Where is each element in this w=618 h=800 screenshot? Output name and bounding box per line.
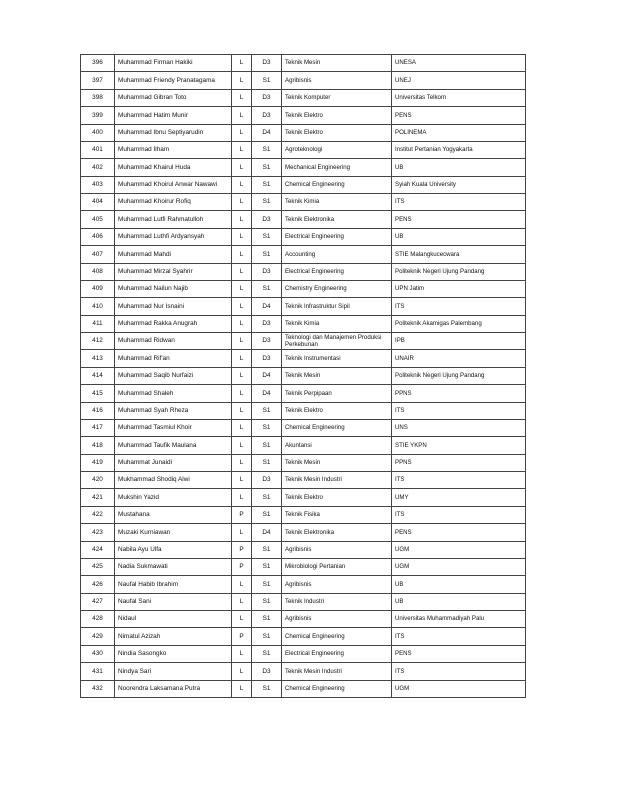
major-cell: Teknik Perpipaan <box>282 385 392 402</box>
table-row <box>81 141 526 158</box>
gender-cell: L <box>232 141 252 158</box>
education-level-cell: S1 <box>252 72 282 89</box>
major-cell: Teknik Komputer <box>282 89 392 106</box>
table-row <box>81 55 526 72</box>
gender-cell: L <box>232 228 252 245</box>
university-cell: UNESA <box>392 55 526 72</box>
education-level-cell: S1 <box>252 611 282 628</box>
gender-cell: L <box>232 524 252 541</box>
major-cell: Teknik Mesin <box>282 55 392 72</box>
major-cell: Teknik Mesin Industri <box>282 472 392 489</box>
university-cell: UNS <box>392 419 526 436</box>
education-level-cell: D3 <box>252 263 282 280</box>
row-number-cell: 410 <box>81 298 115 315</box>
table-row <box>81 524 526 541</box>
table-row <box>81 576 526 593</box>
gender-cell: L <box>232 333 252 350</box>
gender-cell: P <box>232 541 252 558</box>
row-number-cell: 405 <box>81 211 115 228</box>
participant-name-cell: Muhammad Firman Hakiki <box>115 55 232 72</box>
major-cell: Teknik Elektronika <box>282 211 392 228</box>
university-cell: Politeknik Negeri Ujung Pandang <box>392 263 526 280</box>
gender-cell: L <box>232 350 252 367</box>
row-number-cell: 406 <box>81 228 115 245</box>
gender-cell: L <box>232 663 252 680</box>
major-cell: Chemical Engineering <box>282 419 392 436</box>
table-row <box>81 211 526 228</box>
gender-cell: L <box>232 194 252 211</box>
major-cell: Teknik Elektronika <box>282 524 392 541</box>
education-level-cell: S1 <box>252 194 282 211</box>
major-cell: Teknik Kimia <box>282 315 392 332</box>
participant-name-cell: Nindya Sari <box>115 663 232 680</box>
education-level-cell: S1 <box>252 454 282 471</box>
participant-name-cell: Nadia Sukmawati <box>115 558 232 575</box>
row-number-cell: 428 <box>81 611 115 628</box>
university-cell: Politeknik Negeri Ujung Pandang <box>392 367 526 384</box>
university-cell: Institut Pertanian Yogyakarta <box>392 141 526 158</box>
participant-name-cell: Muhammad Ilham <box>115 141 232 158</box>
gender-cell: L <box>232 263 252 280</box>
gender-cell: L <box>232 55 252 72</box>
table-row <box>81 159 526 176</box>
row-number-cell: 413 <box>81 350 115 367</box>
participant-name-cell: Muhammad Luthfi Ardyansyah <box>115 228 232 245</box>
education-level-cell: S1 <box>252 680 282 697</box>
table-row <box>81 176 526 193</box>
university-cell: ITS <box>392 628 526 645</box>
major-cell: Teknik Instrumentasi <box>282 350 392 367</box>
table-row <box>81 437 526 454</box>
university-cell: UGM <box>392 541 526 558</box>
table-row <box>81 628 526 645</box>
gender-cell: L <box>232 176 252 193</box>
university-cell: UGM <box>392 680 526 697</box>
university-cell: UNEJ <box>392 72 526 89</box>
education-level-cell: S1 <box>252 176 282 193</box>
major-cell: Teknik Kimia <box>282 194 392 211</box>
gender-cell: L <box>232 472 252 489</box>
gender-cell: P <box>232 628 252 645</box>
major-cell: Agroteknologi <box>282 141 392 158</box>
gender-cell: L <box>232 645 252 662</box>
major-cell: Teknik Elektro <box>282 402 392 419</box>
education-level-cell: D3 <box>252 89 282 106</box>
education-level-cell: S1 <box>252 228 282 245</box>
row-number-cell: 396 <box>81 55 115 72</box>
table-row <box>81 593 526 610</box>
participant-name-cell: Muhammad Shaleh <box>115 385 232 402</box>
major-cell: Teknik Fisika <box>282 506 392 523</box>
education-level-cell: D4 <box>252 124 282 141</box>
education-level-cell: D4 <box>252 524 282 541</box>
education-level-cell: S1 <box>252 402 282 419</box>
education-level-cell: D4 <box>252 367 282 384</box>
row-number-cell: 427 <box>81 593 115 610</box>
gender-cell: L <box>232 611 252 628</box>
education-level-cell: S1 <box>252 645 282 662</box>
participant-name-cell: Muhammad Taufik Maulana <box>115 437 232 454</box>
row-number-cell: 419 <box>81 454 115 471</box>
participant-name-cell: Muhammad Rakka Anugrah <box>115 315 232 332</box>
university-cell: Syiah Kuala University <box>392 176 526 193</box>
table-row <box>81 611 526 628</box>
major-cell: Teknik Elektro <box>282 124 392 141</box>
participant-name-cell: Mukhammad Shodiq Alwi <box>115 472 232 489</box>
major-cell: Chemical Engineering <box>282 176 392 193</box>
participant-name-cell: Naufal Habib Ibrahim <box>115 576 232 593</box>
university-cell: UGM <box>392 558 526 575</box>
table-row <box>81 367 526 384</box>
university-cell: ITS <box>392 663 526 680</box>
major-cell: Electrical Engineering <box>282 263 392 280</box>
participant-name-cell: Muhammad Khairul Huda <box>115 159 232 176</box>
major-cell: Electrical Engineering <box>282 228 392 245</box>
gender-cell: L <box>232 72 252 89</box>
participant-name-cell: Muhammad Khoirur Rofiq <box>115 194 232 211</box>
participant-name-cell: Muhammad Rif'an <box>115 350 232 367</box>
participant-name-cell: Mustahana <box>115 506 232 523</box>
education-level-cell: S1 <box>252 159 282 176</box>
education-level-cell: S1 <box>252 541 282 558</box>
university-cell: PENS <box>392 211 526 228</box>
major-cell: Mechanical Engineering <box>282 159 392 176</box>
row-number-cell: 400 <box>81 124 115 141</box>
participant-name-cell: Nindia Sasongko <box>115 645 232 662</box>
table-row <box>81 124 526 141</box>
university-cell: IPB <box>392 333 526 350</box>
table-row <box>81 402 526 419</box>
university-cell: PENS <box>392 524 526 541</box>
education-level-cell: D3 <box>252 107 282 124</box>
gender-cell: L <box>232 246 252 263</box>
gender-cell: L <box>232 402 252 419</box>
major-cell: Teknologi dan Manajemen Produksi Perkebunan <box>282 333 392 350</box>
major-cell: Teknik Elektro <box>282 489 392 506</box>
gender-cell: P <box>232 506 252 523</box>
education-level-cell: S1 <box>252 246 282 263</box>
gender-cell: P <box>232 558 252 575</box>
university-cell: UB <box>392 228 526 245</box>
participant-name-cell: Naufal Sani <box>115 593 232 610</box>
row-number-cell: 401 <box>81 141 115 158</box>
university-cell: UB <box>392 576 526 593</box>
major-cell: Mikrobiologi Pertanian <box>282 558 392 575</box>
participant-name-cell: Mukshin Yazid <box>115 489 232 506</box>
gender-cell: L <box>232 367 252 384</box>
row-number-cell: 414 <box>81 367 115 384</box>
gender-cell: L <box>232 419 252 436</box>
university-cell: Universitas Telkom <box>392 89 526 106</box>
row-number-cell: 424 <box>81 541 115 558</box>
row-number-cell: 399 <box>81 107 115 124</box>
table-row <box>81 472 526 489</box>
university-cell: PENS <box>392 645 526 662</box>
education-level-cell: S1 <box>252 558 282 575</box>
table-row <box>81 107 526 124</box>
participant-name-cell: Muhammad Nailun Najib <box>115 280 232 297</box>
major-cell: Accounting <box>282 246 392 263</box>
education-level-cell: D3 <box>252 333 282 350</box>
row-number-cell: 409 <box>81 280 115 297</box>
row-number-cell: 429 <box>81 628 115 645</box>
row-number-cell: 404 <box>81 194 115 211</box>
row-number-cell: 403 <box>81 176 115 193</box>
education-level-cell: S1 <box>252 489 282 506</box>
major-cell: Teknik Mesin <box>282 367 392 384</box>
gender-cell: L <box>232 107 252 124</box>
university-cell: UMY <box>392 489 526 506</box>
education-level-cell: S1 <box>252 506 282 523</box>
participant-name-cell: Nimatul Azizah <box>115 628 232 645</box>
table-row <box>81 298 526 315</box>
participant-name-cell: Muhammad Hatim Munir <box>115 107 232 124</box>
row-number-cell: 430 <box>81 645 115 662</box>
gender-cell: L <box>232 680 252 697</box>
participant-name-cell: Muhammat Junaidi <box>115 454 232 471</box>
education-level-cell: S1 <box>252 628 282 645</box>
row-number-cell: 425 <box>81 558 115 575</box>
major-cell: Electrical Engineering <box>282 645 392 662</box>
table-row <box>81 194 526 211</box>
row-number-cell: 421 <box>81 489 115 506</box>
row-number-cell: 432 <box>81 680 115 697</box>
education-level-cell: D4 <box>252 385 282 402</box>
participant-name-cell: Muhammad Mahdi <box>115 246 232 263</box>
major-cell: Chemistry Engineering <box>282 280 392 297</box>
major-cell: Agribisnis <box>282 541 392 558</box>
row-number-cell: 407 <box>81 246 115 263</box>
table-row <box>81 506 526 523</box>
major-cell: Chemical Engineering <box>282 680 392 697</box>
gender-cell: L <box>232 89 252 106</box>
gender-cell: L <box>232 489 252 506</box>
table-row <box>81 680 526 697</box>
row-number-cell: 420 <box>81 472 115 489</box>
education-level-cell: D4 <box>252 298 282 315</box>
education-level-cell: D3 <box>252 663 282 680</box>
university-cell: UNAIR <box>392 350 526 367</box>
major-cell: Teknik Industri <box>282 593 392 610</box>
row-number-cell: 423 <box>81 524 115 541</box>
university-cell: STIE Malangkucecwara <box>392 246 526 263</box>
row-number-cell: 397 <box>81 72 115 89</box>
major-cell: Teknik Mesin <box>282 454 392 471</box>
table-row <box>81 72 526 89</box>
participant-name-cell: Muhammad Khoirul Anwar Nawawi <box>115 176 232 193</box>
row-number-cell: 411 <box>81 315 115 332</box>
participant-name-cell: Muhammad Ibnu Septiyarudin <box>115 124 232 141</box>
gender-cell: L <box>232 298 252 315</box>
gender-cell: L <box>232 437 252 454</box>
gender-cell: L <box>232 211 252 228</box>
major-cell: Akuntansi <box>282 437 392 454</box>
row-number-cell: 408 <box>81 263 115 280</box>
gender-cell: L <box>232 159 252 176</box>
university-cell: ITS <box>392 506 526 523</box>
university-cell: PPNS <box>392 454 526 471</box>
row-number-cell: 416 <box>81 402 115 419</box>
row-number-cell: 418 <box>81 437 115 454</box>
major-cell: Teknik Infrastruktur Sipil <box>282 298 392 315</box>
row-number-cell: 415 <box>81 385 115 402</box>
table-row <box>81 246 526 263</box>
participant-name-cell: Nabila Ayu Ulfa <box>115 541 232 558</box>
major-cell: Teknik Elektro <box>282 107 392 124</box>
participant-name-cell: Muhammad Mirzal Syahrir <box>115 263 232 280</box>
participant-name-cell: Noorendra Laksamana Putra <box>115 680 232 697</box>
table-row <box>81 385 526 402</box>
university-cell: Politeknik Akamigas Palembang <box>392 315 526 332</box>
table-row <box>81 454 526 471</box>
university-cell: ITS <box>392 472 526 489</box>
education-level-cell: S1 <box>252 437 282 454</box>
participant-name-cell: Muhammad Tasmiul Khoir <box>115 419 232 436</box>
major-cell: Chemical Engineering <box>282 628 392 645</box>
row-number-cell: 431 <box>81 663 115 680</box>
university-cell: ITS <box>392 402 526 419</box>
education-level-cell: S1 <box>252 141 282 158</box>
roster-sheet <box>80 54 525 698</box>
education-level-cell: D3 <box>252 55 282 72</box>
university-cell: PPNS <box>392 385 526 402</box>
education-level-cell: D3 <box>252 472 282 489</box>
university-cell: UPN Jatim <box>392 280 526 297</box>
table-row <box>81 541 526 558</box>
education-level-cell: D3 <box>252 315 282 332</box>
university-cell: UB <box>392 159 526 176</box>
participant-name-cell: Muhammad Nur Isnaini <box>115 298 232 315</box>
participant-table <box>80 54 526 698</box>
major-cell: Agribisnis <box>282 72 392 89</box>
table-row <box>81 89 526 106</box>
education-level-cell: S1 <box>252 280 282 297</box>
education-level-cell: S1 <box>252 576 282 593</box>
major-cell: Teknik Mesin Industri <box>282 663 392 680</box>
table-row <box>81 350 526 367</box>
university-cell: Universitas Muhammadiyah Palu <box>392 611 526 628</box>
education-level-cell: S1 <box>252 593 282 610</box>
gender-cell: L <box>232 315 252 332</box>
participant-name-cell: Muhammad Ridwan <box>115 333 232 350</box>
gender-cell: L <box>232 385 252 402</box>
gender-cell: L <box>232 576 252 593</box>
university-cell: UB <box>392 593 526 610</box>
table-row <box>81 280 526 297</box>
participant-name-cell: Muhammad Friendy Pranatagama <box>115 72 232 89</box>
participant-name-cell: Muhammad Lutfi Rahmatulloh <box>115 211 232 228</box>
participant-name-cell: Muzaki Kurniawan <box>115 524 232 541</box>
row-number-cell: 398 <box>81 89 115 106</box>
gender-cell: L <box>232 593 252 610</box>
row-number-cell: 402 <box>81 159 115 176</box>
row-number-cell: 422 <box>81 506 115 523</box>
table-row <box>81 228 526 245</box>
table-row <box>81 333 526 350</box>
participant-name-cell: Muhammad Saqib Nurfaizi <box>115 367 232 384</box>
table-row <box>81 315 526 332</box>
major-cell: Agribisnis <box>282 611 392 628</box>
table-row <box>81 489 526 506</box>
education-level-cell: S1 <box>252 419 282 436</box>
participant-name-cell: Muhammad Syah Rheza <box>115 402 232 419</box>
university-cell: STIE YKPN <box>392 437 526 454</box>
participant-table-body <box>81 55 526 698</box>
education-level-cell: D3 <box>252 350 282 367</box>
participant-name-cell: Nidaul <box>115 611 232 628</box>
row-number-cell: 426 <box>81 576 115 593</box>
major-cell: Agribisnis <box>282 576 392 593</box>
university-cell: POLINEMA <box>392 124 526 141</box>
row-number-cell: 412 <box>81 333 115 350</box>
table-row <box>81 663 526 680</box>
row-number-cell: 417 <box>81 419 115 436</box>
gender-cell: L <box>232 124 252 141</box>
participant-name-cell: Muhammad Gibran Toto <box>115 89 232 106</box>
gender-cell: L <box>232 280 252 297</box>
university-cell: ITS <box>392 298 526 315</box>
table-row <box>81 558 526 575</box>
university-cell: ITS <box>392 194 526 211</box>
university-cell: PENS <box>392 107 526 124</box>
gender-cell: L <box>232 454 252 471</box>
education-level-cell: D3 <box>252 211 282 228</box>
table-row <box>81 645 526 662</box>
table-row <box>81 419 526 436</box>
table-row <box>81 263 526 280</box>
